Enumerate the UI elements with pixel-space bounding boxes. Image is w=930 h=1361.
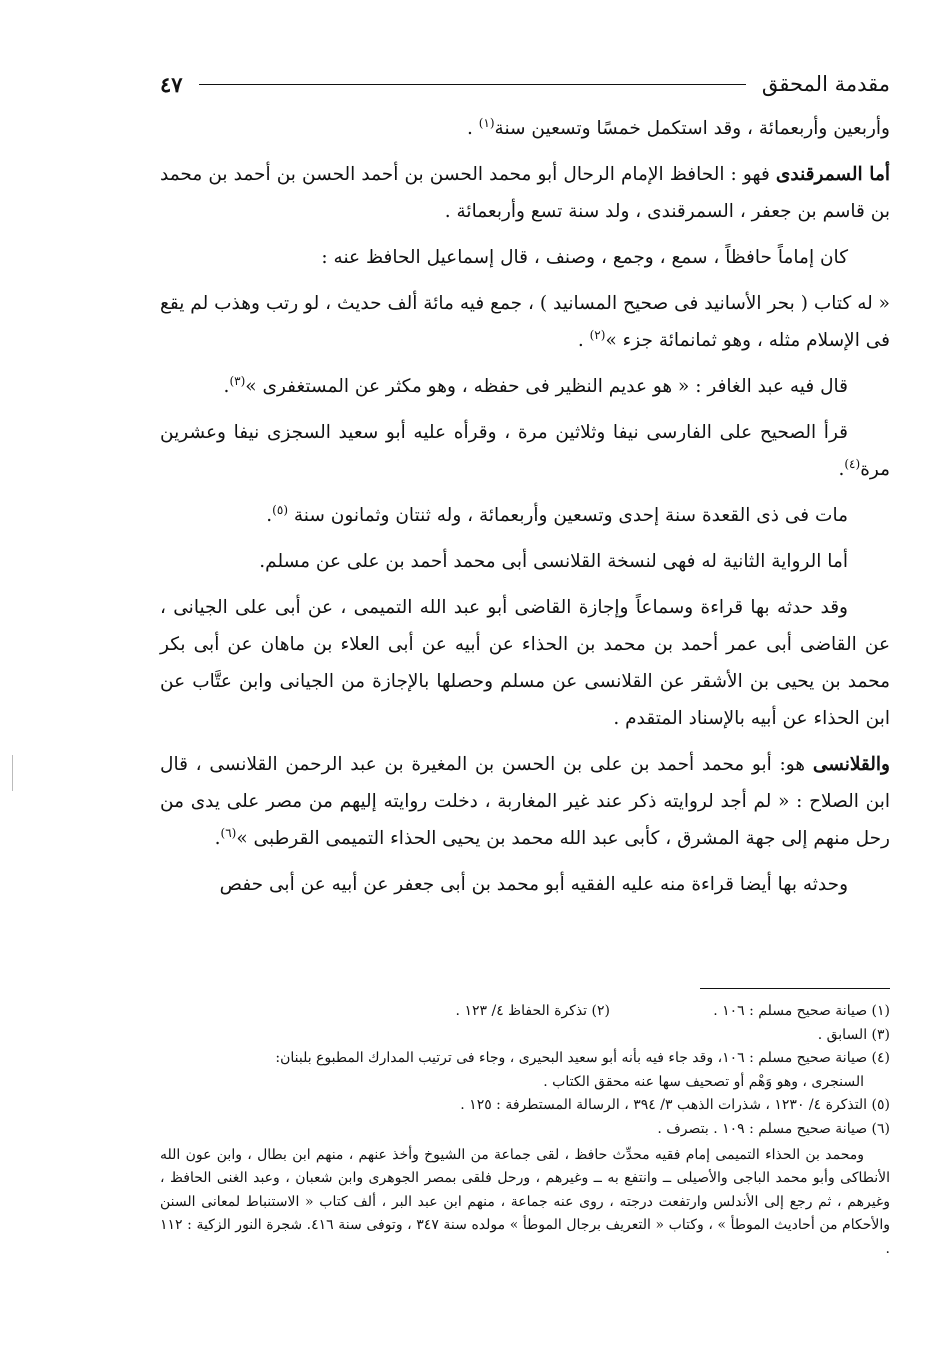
paragraph-end: . — [577, 330, 590, 351]
footnote-ref: (٤) — [844, 456, 861, 471]
footnote-note: ومحمد بن الحذاء التميمى إمام فقيه محدِّث حافظ ، لقى جماعة من الشيوخ وأخذ عنهم ، منهم ابن بطال ، وابن عون الله الأنطاكى وأبو محمد الباجى والأصيلى ــ وانتفع به ــ وغيرهم ، ورحل فلقى بمصر الجوهرى وابن شعبان ، وعبد الغنى الحافظ ، وغيرهم ، ثم رجع إلى الأندلس وارتفعت درجته ، روى عنه جماعة ، منهم ابن عبد البر ، ألف كتاب « الاستنباط لمعانى السنن والأحكام من أحاديث الموطأ » ، وكتاب « التعريف برجال الموطأ » مولده سنة ٣٤٧ ، وتوفى سنة ٤١٦. شجرة النور الزكية : ١١٢ . — [160, 1146, 891, 1257]
paragraph-text: قرأ الصحيح على الفارسى نيفا وثلاثين مرة ، وقرأه عليه أبو سعيد السجزى نيفا وعشرين مرة — [160, 422, 890, 480]
header-rule — [199, 84, 746, 85]
paragraph — [160, 368, 890, 405]
paragraph — [160, 543, 890, 580]
paragraph — [160, 746, 890, 857]
paragraph-text: هو: أبو محمد أحمد بن على بن الحسن بن المغيرة بن عبد الرحمن القلانسى ، قال ابن الصلاح : « لم أجد لروايته ذكر عند غير المغاربة ، دخلت روايته إليهم من مصر على يدى من رحل منهم إلى جهة المشرق ، كأبى عبد الله محمد بن يحيى الحذاء التميمى القرطبى » — [160, 754, 890, 849]
footnote-4: (٤) صيانة صحيح مسلم : ١٠٦، وقد جاء فيه بأنه أبو سعيد البحيرى ، وجاء فى ترتيب المدارك المطبوع بلبنان: — [275, 1050, 890, 1067]
paragraph-text: كان إماماً حافظاً ، سمع ، وجمع ، وصنف ، قال إسماعيل الحافظ عنه : — [321, 247, 848, 268]
header-title: مقدمة المحقق — [761, 72, 890, 96]
paragraph-end: . — [223, 376, 230, 397]
paragraph-end: . — [838, 459, 845, 480]
bold-term: أما السمرقندى — [775, 164, 890, 185]
scan-margin-mark — [12, 755, 13, 791]
paragraph — [160, 497, 890, 534]
footnote-2: (٢) تذكرة الحفاظ ٤/ ١٢٣ . — [455, 1003, 610, 1019]
paragraph-text: وقد حدثه بها قراءة وسماعاً وإجازة القاضى أبو عبد الله التميمى ، عن أبى على الجيانى ، عن القاضى أبى عمر أحمد بن محمد بن الحذاء عن أبيه عن أبى العلاء بن ماهان عن أبى بكر محمد بن يحيى بن الأشقر عن القلانسى عن مسلم وحصلها بالإجازة من الجيانى وابن عتَّاب عن ابن الحذاء عن أبيه بالإسناد المتقدم . — [160, 597, 890, 729]
footnote-ref: (٢) — [589, 327, 606, 342]
paragraph-text: وحدثه بها أيضا قراءة منه عليه الفقيه أبو محمد بن أبى جعفر عن أبيه عن أبى حفص — [219, 874, 848, 895]
footnote-3: (٣) السابق . — [817, 1026, 890, 1043]
paragraph-text: مات فى ذى القعدة سنة إحدى وتسعين وأربعمائة ، وله ثنتان وثمانون سنة — [288, 505, 848, 526]
footnote-ref: (٣) — [229, 373, 246, 388]
paragraph — [160, 239, 890, 276]
footnote-5: (٥) التذكرة ٤/ ١٢٣٠ ، شذرات الذهب ٣/ ٣٩٤ ، الرسالة المستطرفة : ١٢٥ . — [460, 1097, 890, 1114]
paragraph — [160, 156, 890, 230]
footnote-separator — [700, 988, 890, 989]
main-text — [160, 110, 890, 912]
paragraph-text: فهو : الحافظ الإمام الرحال أبو محمد الحسن بن أحمد الحسن بن أحمد بن محمد بن قاسم بن جعفر ، السمرقندى ، ولد سنة تسع وأربعمائة . — [160, 164, 890, 222]
running-header — [160, 62, 890, 106]
page-number: ٤٧ — [160, 71, 183, 97]
footnote-4-continuation: السنجرى ، وهو وَهْم أو تصحيف سها عنه محقق الكتاب . — [543, 1073, 864, 1090]
footnote-1: (١) صيانة صحيح مسلم : ١٠٦ . — [713, 1003, 890, 1019]
footnote-ref: (٦) — [220, 825, 237, 840]
paragraph — [160, 866, 890, 903]
paragraph-end: . — [214, 828, 221, 849]
paragraph-text: « له كتاب ( بحر الأسانيد فى صحيح المسانيد ) ، جمع فيه مائة ألف حديث ، لو رتب وهذب لم يقع فى الإسلام مثله ، وهو ثمانمائة جزء » — [160, 293, 890, 351]
footnotes — [160, 1000, 890, 1262]
paragraph-end: . — [466, 118, 479, 139]
quote-paragraph — [160, 285, 890, 359]
paragraph — [160, 589, 890, 737]
bold-term: والقلانسى — [812, 754, 890, 775]
paragraph-end: . — [266, 505, 273, 526]
paragraph — [160, 110, 890, 147]
paragraph-text: وأربعين وأربعمائة ، وقد استكمل خمسًا وتسعين سنة — [494, 118, 890, 139]
paragraph-text: قال فيه عبد الغافر : « هو عديم النظير فى حفظه ، وهو مكثر عن المستغفرى » — [245, 376, 848, 397]
paragraph-text: أما الرواية الثانية له فهى لنسخة القلانسى أبى محمد أحمد بن على عن مسلم. — [259, 551, 848, 572]
footnote-ref: (١) — [478, 115, 495, 130]
footnote-ref: (٥) — [272, 502, 288, 517]
paragraph — [160, 414, 890, 488]
footnote-6: (٦) صيانة صحيح مسلم : ١٠٩ . بتصرف . — [657, 1120, 890, 1137]
footnote-row — [160, 1000, 890, 1024]
